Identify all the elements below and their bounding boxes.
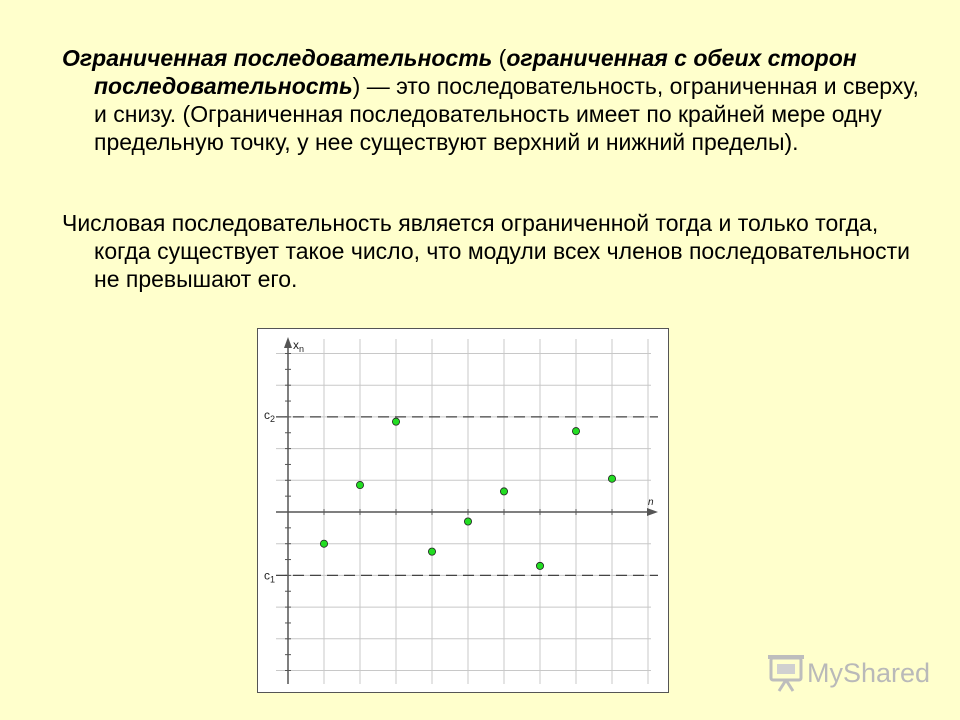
- x-axis-arrow: [647, 508, 658, 516]
- term-alt: ограниченная с обеих сторон последовательность: [94, 45, 857, 99]
- axes: [276, 337, 658, 684]
- sequence-point: [464, 518, 471, 525]
- sequence-figure: [257, 328, 669, 693]
- y-axis-arrow: [284, 337, 292, 348]
- sequence-point: [356, 481, 363, 488]
- sequence-point: [536, 562, 543, 569]
- sequence-point: [428, 548, 435, 555]
- upper-bound-label: $c_2$: [264, 407, 276, 424]
- term-bounded-sequence: Ограниченная последовательность: [62, 45, 493, 71]
- criterion-paragraph: Числовая последовательность является ограниченной тогда и только тогда, когда существует такое число, что модули всех членов последовательности не превышают его.: [62, 210, 910, 292]
- sequence-point: [500, 488, 507, 495]
- sequence-point: [320, 540, 327, 547]
- presentation-board-icon: [765, 652, 805, 694]
- y-axis-label: $x_n$: [293, 338, 305, 354]
- watermark-text: MyShared: [807, 658, 931, 688]
- definition-paragraph: [62, 44, 924, 156]
- definition-rest: ) — это последовательность, ограниченная и сверху, и снизу. (Ограниченная последовательность имеет по крайней мере одну предельную точку, у нее существуют верхний и нижний пределы).: [94, 73, 919, 155]
- open-paren: (: [492, 45, 507, 71]
- lower-bound-label: $c_1$: [264, 568, 276, 585]
- x-axis-label: n: [648, 497, 654, 508]
- sequence-point: [572, 428, 579, 435]
- watermark: [765, 652, 935, 696]
- sequence-plot: [258, 329, 668, 692]
- sequence-point: [392, 418, 399, 425]
- sequence-point: [608, 475, 615, 482]
